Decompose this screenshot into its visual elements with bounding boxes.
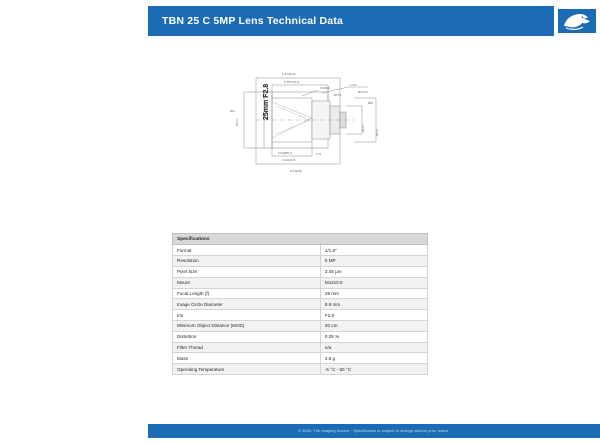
footer-text: © 2020, The Imaging Source · Specification is subject to change without prior notice. [298,429,450,433]
spec-value: F2.8 [320,310,427,321]
spec-label: Minimum Object Distance (MOD) [173,320,321,331]
spec-value: 4.8 g [320,353,427,364]
table-row [173,331,428,342]
technical-drawing [172,60,576,195]
dim-label-7: Ø21.5 [362,124,365,132]
table-row [173,320,428,331]
table-row [173,277,428,288]
spec-label: Focal Length (f) [173,288,321,299]
left-margin [0,0,148,444]
spec-value: 3.45 µm [320,266,427,277]
spec-value: 20 cm [320,320,427,331]
dim-label-6: Ø28 [368,102,373,105]
spec-label: Mount [173,277,321,288]
spec-label: Resolution [173,256,321,267]
spec-label: Pixel Size [173,266,321,277]
spec-value: -5 °C - 50 °C [320,364,427,375]
specifications-table [172,233,428,375]
dim-label-8: Ø12.0 [376,128,379,136]
spec-value: 1/1.8" [320,245,427,256]
table-row [173,353,428,364]
table-row [173,266,428,277]
spec-label: Iris [173,310,321,321]
dim-label-14: 17.6 [316,153,322,156]
dim-label-10: 16.5(Ø25.4) [278,152,292,155]
lens-dimension-drawing [172,60,576,195]
spec-value: 8.9 mm [320,299,427,310]
table-header-row [173,234,428,245]
table-row [173,364,428,375]
table-row [173,299,428,310]
table-row [173,310,428,321]
lens-label: 25mm F2.8 [263,83,270,120]
spec-value: 25 mm [320,288,427,299]
dim-label-11: 0.413(10.5) [282,159,296,162]
spec-value: n/a [320,342,427,353]
spec-label: Format [173,245,321,256]
specifications-title: Specifications [173,234,428,245]
company-logo [558,9,596,33]
table-row [173,256,428,267]
table-row [173,288,428,299]
dim-label-4: 1.079 [350,84,357,87]
dim-label-3: Ø17.5 [334,94,342,97]
logo-container [554,6,600,36]
dim-label-0: 1.2"(30.4) [282,72,296,76]
dim-label-5: M12x0.5 [358,91,368,94]
table-row [173,245,428,256]
table-row [173,342,428,353]
table-body [173,245,428,375]
dim-label-1: 0.75"(19.1) [284,80,300,84]
spec-label: Filter Thread [173,342,321,353]
page-header [148,6,600,36]
spec-label: Mass [173,353,321,364]
spec-label: Image Circle Diameter [173,299,321,310]
spec-value: 5 MP [320,256,427,267]
dim-label-12: 0.71(18) [290,169,302,173]
spec-value: 0.05 % [320,331,427,342]
page-footer [148,424,600,438]
dim-label-2: 9.5(Ø24) [320,87,331,90]
dim-label-9: Ø11.5 [236,119,239,126]
spec-label: Distortion [173,331,321,342]
spec-value: M12x0.5 [320,277,427,288]
dim-label-13: Ø10 [230,110,235,113]
page-title: TBN 25 C 5MP Lens Technical Data [162,15,344,27]
spec-label: Operating Temperature [173,364,321,375]
